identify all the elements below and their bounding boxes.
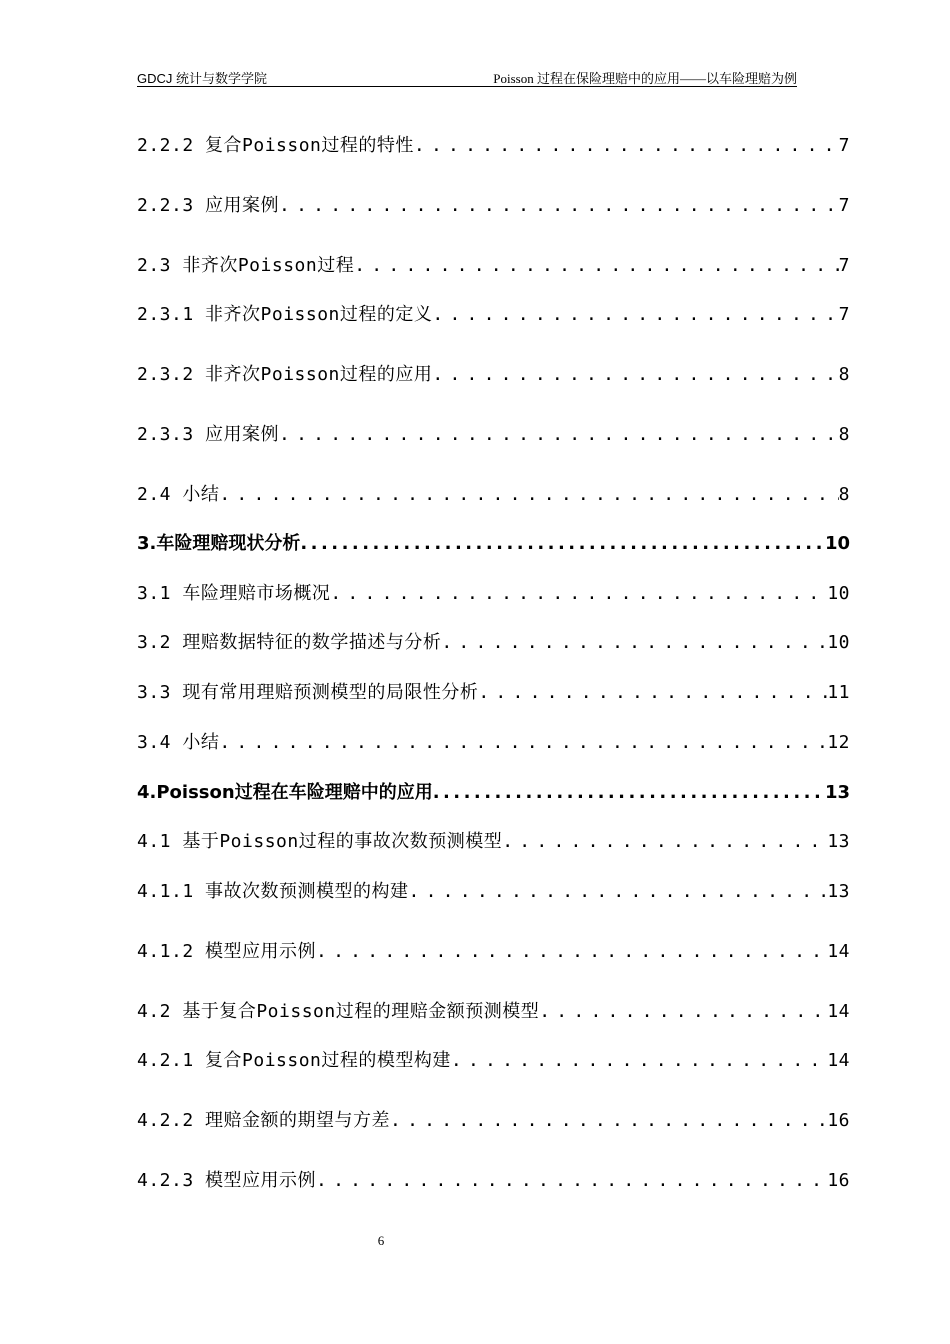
toc-entry-title: 3.车险理赔现状分析 [137, 533, 301, 554]
toc-entry-page: 7 [838, 304, 850, 325]
toc-entry[interactable] [137, 937, 850, 963]
toc-entry-title: 4.1.1 事故次数预测模型的构建 [137, 881, 409, 902]
toc-entry-page: 16 [827, 1170, 850, 1191]
toc-leader [539, 1001, 827, 1022]
toc-entry[interactable] [137, 480, 850, 506]
toc-leader [316, 941, 827, 962]
toc-leader [330, 583, 827, 604]
toc-entry-page: 7 [838, 255, 850, 276]
page-header [137, 66, 797, 87]
toc-entry-page: 14 [827, 1050, 850, 1071]
toc-entry-title: 2.3.1 非齐次Poisson过程的定义 [137, 304, 433, 325]
toc-leader [414, 135, 839, 156]
toc-entry-page: 13 [827, 831, 850, 852]
toc-entry-title: 4.2.2 理赔金额的期望与方差 [137, 1110, 391, 1131]
toc-leader [354, 255, 838, 276]
toc-entry[interactable] [137, 1046, 850, 1072]
toc-entry[interactable] [137, 1106, 850, 1132]
toc-leader [279, 424, 839, 445]
toc-entry-page: 10 [824, 533, 850, 554]
toc-leader [451, 1050, 827, 1071]
toc-entry-page: 13 [824, 782, 850, 803]
toc-entry[interactable] [137, 628, 850, 654]
header-thesis-title: Poisson 过程在保险理赔中的应用——以车险理赔为例 [493, 71, 797, 86]
toc-entry[interactable] [137, 131, 850, 157]
toc-leader [300, 533, 825, 554]
toc-entry[interactable] [137, 191, 850, 217]
toc-entry-title: 2.2.2 复合Poisson过程的特性 [137, 135, 414, 156]
toc-entry-title: 3.4 小结 [137, 732, 220, 753]
toc-leader [441, 632, 827, 653]
toc-entry-title: 2.2.3 应用案例 [137, 195, 280, 216]
toc-entry-page: 13 [827, 881, 850, 902]
toc-entry-page: 11 [827, 682, 850, 703]
toc-entry-page: 8 [838, 364, 850, 385]
toc-entry[interactable] [137, 728, 850, 754]
toc-entry[interactable] [137, 579, 850, 605]
toc-entry-page: 8 [838, 484, 850, 505]
toc-entry[interactable] [137, 678, 850, 704]
toc-entry-page: 10 [827, 632, 850, 653]
toc-leader [432, 304, 838, 325]
toc-entry-title: 2.3.3 应用案例 [137, 424, 280, 445]
toc-entry-page: 16 [827, 1110, 850, 1131]
toc-leader [390, 1110, 827, 1131]
toc-leader [409, 881, 828, 902]
toc-leader [316, 1170, 827, 1191]
toc-leader [502, 831, 827, 852]
toc-entry-title: 2.3.2 非齐次Poisson过程的应用 [137, 364, 433, 385]
toc-entry-title: 4.2.3 模型应用示例 [137, 1170, 317, 1191]
toc-entry-title: 2.4 小结 [137, 484, 220, 505]
toc-entry-title: 4.Poisson过程在车险理赔中的应用 [137, 782, 433, 803]
toc-entry-title: 2.3 非齐次Poisson过程 [137, 255, 355, 276]
toc-entry[interactable] [137, 251, 850, 277]
toc-entry-title: 3.2 理赔数据特征的数学描述与分析 [137, 632, 442, 653]
toc-entry[interactable] [137, 997, 850, 1023]
toc-entry[interactable] [137, 1166, 850, 1192]
toc-chapter-entry[interactable] [137, 529, 850, 555]
toc-leader [432, 364, 838, 385]
toc-entry-title: 3.1 车险理赔市场概况 [137, 583, 331, 604]
toc-entry[interactable] [137, 827, 850, 853]
toc-leader [433, 782, 825, 803]
toc-entry[interactable] [137, 360, 850, 386]
toc-entry-page: 10 [827, 583, 850, 604]
toc-entry-page: 7 [838, 195, 850, 216]
toc-entry-page: 12 [827, 732, 850, 753]
toc-entry-page: 14 [827, 1001, 850, 1022]
toc-entry-title: 3.3 现有常用理赔预测模型的局限性分析 [137, 682, 479, 703]
toc-entry-title: 4.1.2 模型应用示例 [137, 941, 317, 962]
toc-leader [219, 484, 838, 505]
toc-entry-title: 4.2 基于复合Poisson过程的理赔金额预测模型 [137, 1001, 540, 1022]
toc-leader [219, 732, 827, 753]
toc-entry-title: 4.2.1 复合Poisson过程的模型构建 [137, 1050, 451, 1071]
toc-entry[interactable] [137, 420, 850, 446]
toc-entry-title: 4.1 基于Poisson过程的事故次数预测模型 [137, 831, 503, 852]
header-school: GDCJ 统计与数学学院 [137, 71, 268, 86]
toc-entry-page: 14 [827, 941, 850, 962]
toc-chapter-entry[interactable] [137, 778, 850, 804]
toc-entry[interactable] [137, 877, 850, 903]
toc-entry[interactable] [137, 300, 850, 326]
page-number: 6 [377, 1233, 385, 1248]
toc-leader [279, 195, 839, 216]
toc-entry-page: 7 [838, 135, 850, 156]
toc-leader [478, 682, 827, 703]
toc-entry-page: 8 [838, 424, 850, 445]
